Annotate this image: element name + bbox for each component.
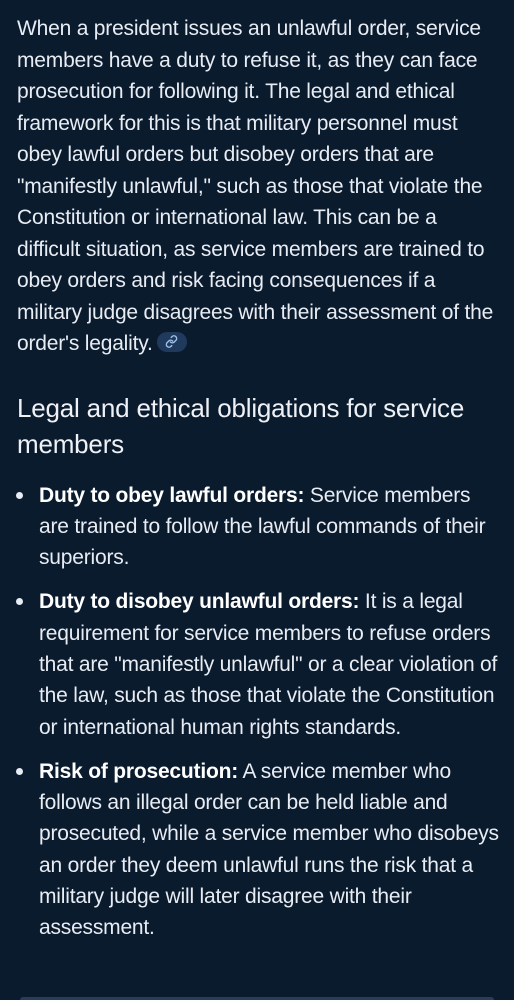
- item-text: Service members are trained to follow the lawful commands of their superiors.: [39, 483, 486, 570]
- item-term: Duty to obey lawful orders:: [39, 483, 305, 507]
- list-item: [17, 756, 500, 944]
- source-link-button[interactable]: [157, 332, 187, 352]
- bullet-icon: [16, 492, 23, 499]
- item-term: Risk of prosecution:: [39, 759, 239, 783]
- item-text: A service member who follows an illegal order can be held liable and prosecuted, while a service member who disobeys an order they deem unlawful runs the risk that a military judge will later disagree with their assessment.: [39, 759, 499, 940]
- item-term: Duty to disobey unlawful orders:: [39, 590, 360, 614]
- obligations-list: [17, 480, 500, 944]
- section-title: Legal and ethical obligations for service members: [17, 392, 465, 459]
- bullet-icon: [16, 768, 23, 775]
- bullet-icon: [16, 598, 23, 605]
- list-item: [17, 586, 500, 742]
- link-icon: [165, 335, 178, 348]
- intro-text: When a president issues an unlawful order, service members have a duty to refuse it, as they can face prosecution for following it. The legal and ethical framework for this is that military personnel must obey lawful orders but disobey orders that are "manifestly unlawful," such as those that violate the Constitution or international law. This can be a difficult situation, as service members are trained to obey orders and risk facing consequences if a military judge disagrees with their assessment of the order's legality.: [17, 17, 494, 355]
- item-text: It is a legal requirement for service members to refuse orders that are "manifestly unlawful" or a clear violation of the law, such as those that violate the Constitution or international human rights standards.: [39, 590, 498, 739]
- list-item: [17, 480, 500, 574]
- intro-paragraph: [17, 13, 500, 360]
